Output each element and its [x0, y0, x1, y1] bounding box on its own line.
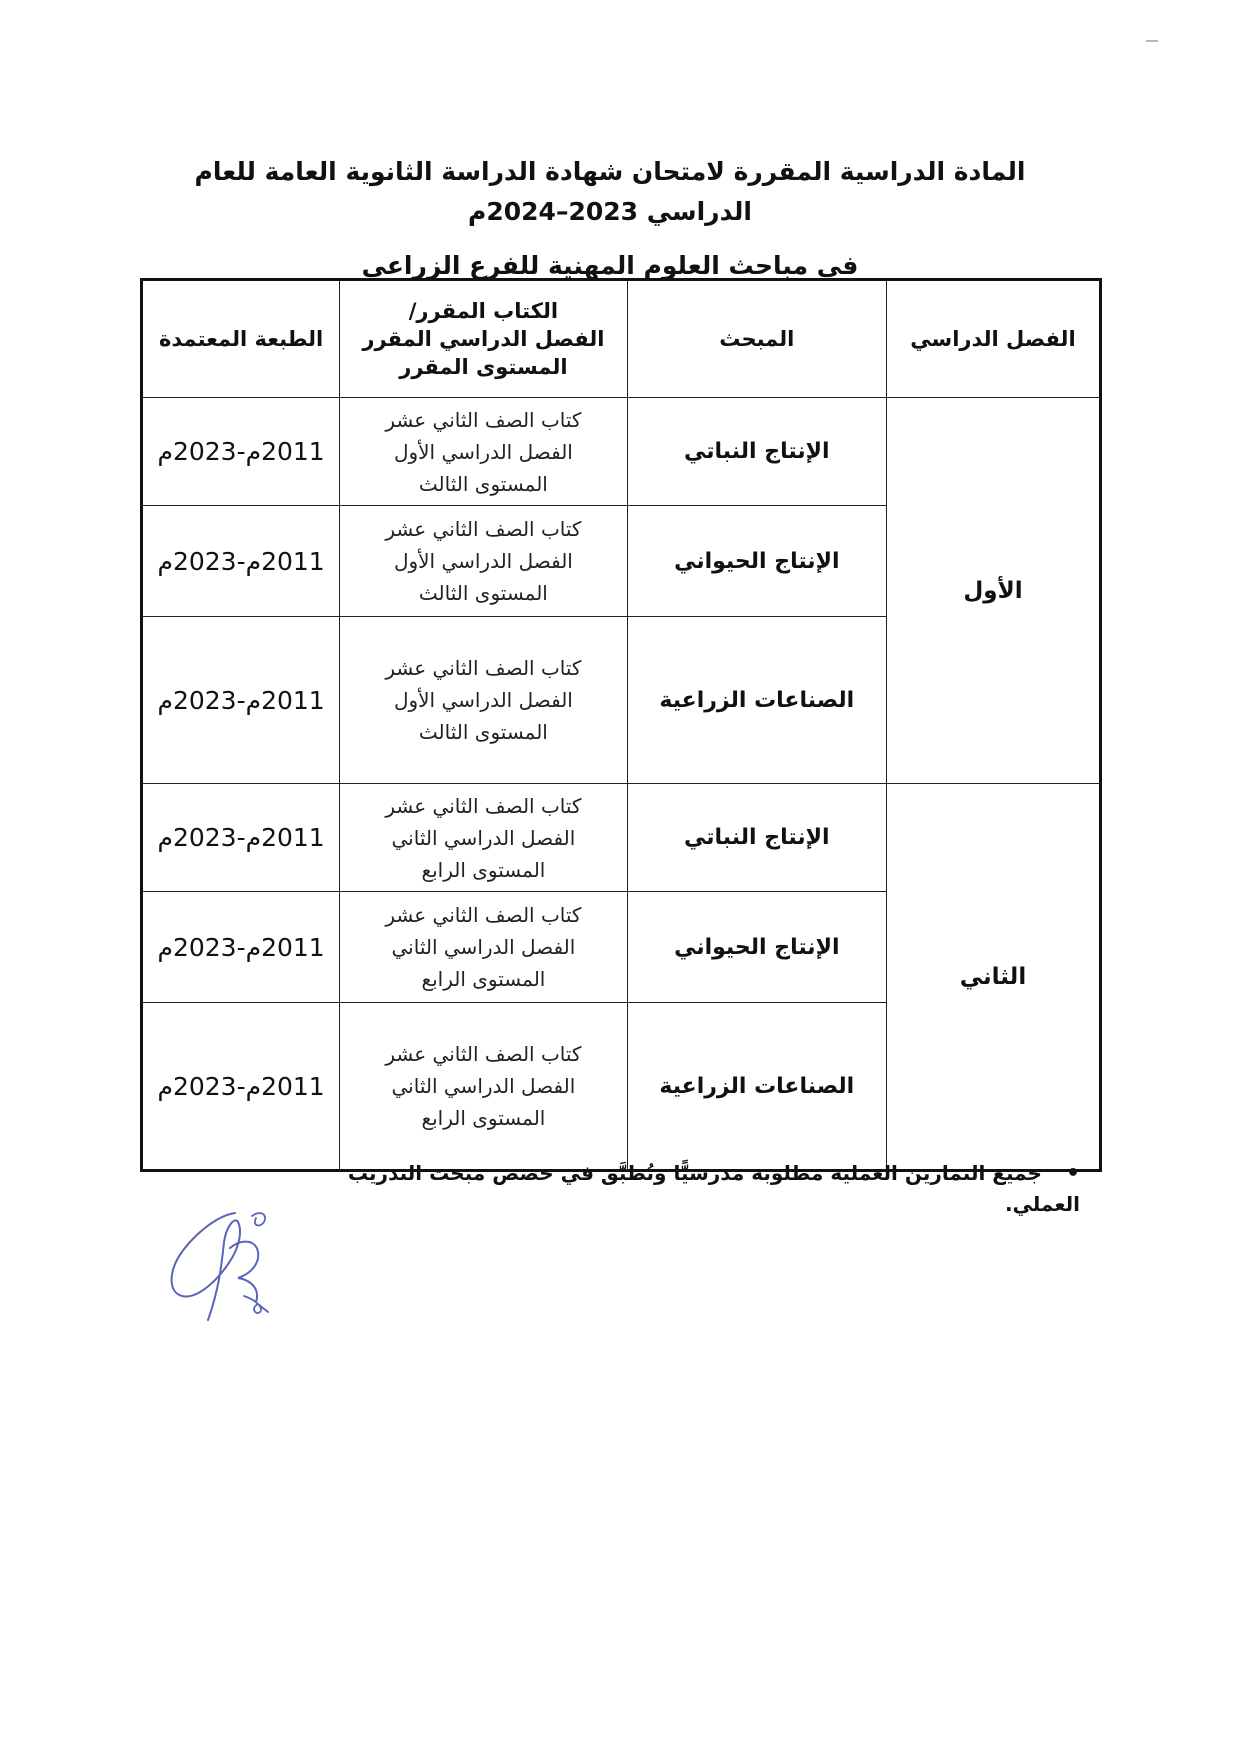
book-line: الفصل الدراسي الأول: [393, 549, 573, 573]
title-line-2: في مباحث العلوم المهنية للفرع الزراعي: [361, 251, 859, 280]
header-edition: الطبعة المعتمدة: [142, 280, 340, 398]
bullet-icon: •: [1065, 1161, 1080, 1186]
book-line: كتاب الصف الثاني عشر: [385, 656, 582, 680]
table-row: [142, 784, 1101, 892]
header-book-line: الفصل الدراسي المقرر: [362, 327, 605, 351]
book-line: المستوى الثالث: [418, 471, 548, 496]
header-book-line: الكتاب المقرر/: [408, 299, 559, 323]
book-line: الفصل الدراسي الثاني: [391, 825, 576, 850]
subject-cell: الإنتاج الحيواني: [627, 506, 886, 617]
footnote-text: جميع التمارين العملية مطلوبة مدرسيًّا وتُطبَّق في حصص مبحث التدريب العملي.: [347, 1161, 1080, 1216]
book-line: المستوى الرابع: [421, 857, 546, 882]
book-line: المستوى الرابع: [421, 967, 546, 991]
edition-cell: 2011م-2023م: [142, 506, 340, 617]
book-line: كتاب الصف الثاني عشر: [385, 903, 582, 927]
book-line: كتاب الصف الثاني عشر: [385, 407, 582, 432]
book-cell: [340, 892, 627, 1003]
header-subject: المبحث: [627, 280, 886, 398]
subject-cell: الإنتاج الحيواني: [627, 892, 886, 1003]
book-line: الفصل الدراسي الأول: [393, 688, 573, 712]
header-book-line: المستوى المقرر: [399, 355, 568, 379]
edition-cell: 2011م-2023م: [142, 617, 340, 784]
subject-cell: الإنتاج النباتي: [627, 398, 886, 506]
book-line: المستوى الرابع: [421, 1106, 546, 1130]
semester-cell: الأول: [886, 398, 1100, 784]
scan-mark: [1146, 40, 1158, 42]
edition-cell: 2011م-2023م: [142, 784, 340, 892]
book-cell: [340, 784, 627, 892]
book-cell: [340, 1003, 627, 1171]
handwritten-signature-icon: [160, 1208, 300, 1328]
title-line-1: المادة الدراسية المقررة لامتحان شهادة الدراسة الثانوية العامة للعام الدراسي 2023–2024م: [194, 157, 1026, 226]
semester-cell: الثاني: [886, 784, 1100, 1171]
table-header-row: [142, 280, 1101, 398]
subject-cell: الصناعات الزراعية: [627, 1003, 886, 1171]
header-semester: الفصل الدراسي: [886, 280, 1100, 398]
book-line: المستوى الثالث: [418, 581, 548, 605]
edition-cell: 2011م-2023م: [142, 398, 340, 506]
edition-cell: 2011م-2023م: [142, 892, 340, 1003]
book-line: الفصل الدراسي الأول: [393, 439, 573, 464]
subject-cell: الصناعات الزراعية: [627, 617, 886, 784]
header-book: [340, 280, 627, 398]
edition-cell: 2011م-2023م: [142, 1003, 340, 1171]
book-line: كتاب الصف الثاني عشر: [385, 1042, 582, 1066]
book-line: الفصل الدراسي الثاني: [391, 935, 576, 959]
book-line: كتاب الصف الثاني عشر: [385, 517, 582, 541]
book-cell: [340, 506, 627, 617]
book-line: المستوى الثالث: [418, 720, 548, 744]
footnote: [320, 1158, 1080, 1219]
subject-cell: الإنتاج النباتي: [627, 784, 886, 892]
book-line: الفصل الدراسي الثاني: [391, 1074, 576, 1098]
table-row: [142, 398, 1101, 506]
curriculum-table: [140, 278, 1102, 1172]
book-cell: [340, 617, 627, 784]
book-cell: [340, 398, 627, 506]
book-line: كتاب الصف الثاني عشر: [385, 793, 582, 818]
